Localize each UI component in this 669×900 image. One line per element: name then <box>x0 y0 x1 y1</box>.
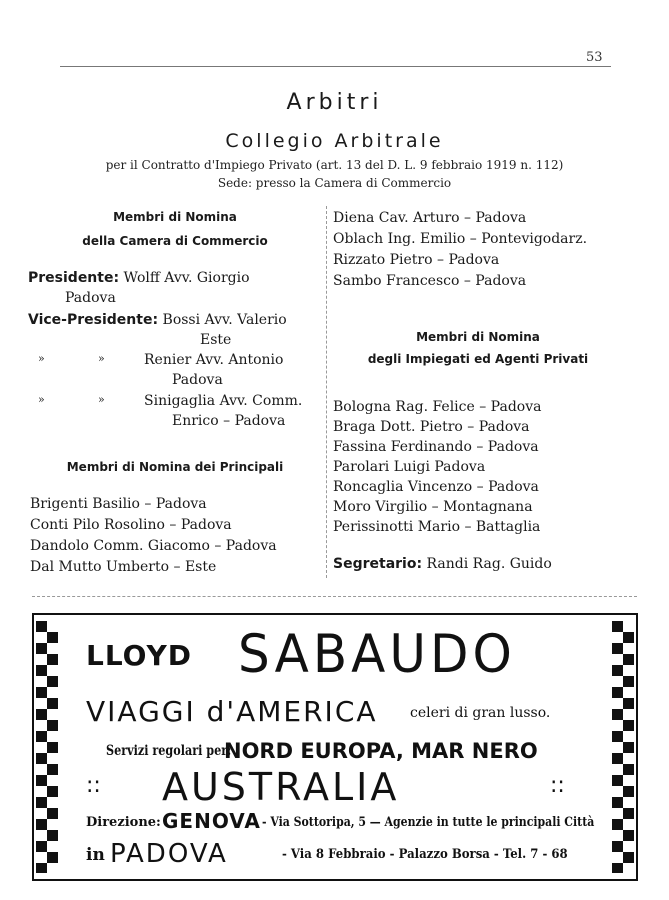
left-heading-line-2: della Camera di Commercio <box>82 234 268 248</box>
checker-square <box>623 808 634 819</box>
checker-square <box>623 830 634 841</box>
left-heading-line-1: Membri di Nomina <box>113 210 237 224</box>
checker-square <box>36 643 47 654</box>
checker-square <box>36 819 47 830</box>
checker-square <box>47 621 58 632</box>
president-name: Wolff Avv. Giorgio <box>123 270 250 286</box>
checker-square <box>47 753 58 764</box>
checker-square <box>36 632 47 643</box>
employee-member: Parolari Luigi Padova <box>333 459 486 475</box>
checker-square <box>47 665 58 676</box>
padova: PADOVA <box>110 839 228 869</box>
checker-square <box>47 632 58 643</box>
checker-square <box>612 753 623 764</box>
member-renier-city: Padova <box>172 372 223 388</box>
checker-square <box>36 764 47 775</box>
checker-square <box>623 709 634 720</box>
vice-president-city: Este <box>200 332 232 348</box>
checker-square <box>47 808 58 819</box>
checker-square <box>623 643 634 654</box>
principal-member: Dal Mutto Umberto – Este <box>30 559 217 575</box>
chamber-member: Sambo Francesco – Padova <box>333 273 527 289</box>
checker-square <box>612 731 623 742</box>
checker-square <box>623 786 634 797</box>
checker-square <box>36 830 47 841</box>
ditto-mark: » <box>98 352 105 365</box>
checker-square <box>47 852 58 863</box>
checker-square <box>47 764 58 775</box>
checker-square <box>47 863 58 873</box>
checker-square <box>612 687 623 698</box>
checker-square <box>47 797 58 808</box>
president-row: Presidente: Wolff Avv. Giorgio <box>28 270 250 286</box>
padova-address: - Via 8 Febbraio - Palazzo Borsa - Tel. 7 - 68 <box>282 847 568 862</box>
top-rule <box>60 66 611 67</box>
checker-square <box>612 720 623 731</box>
member-sinigaglia-cont: Enrico – Padova <box>172 413 286 429</box>
chamber-member: Diena Cav. Arturo – Padova <box>333 210 527 226</box>
checker-square <box>36 742 47 753</box>
checker-square <box>612 764 623 775</box>
checker-square <box>623 720 634 731</box>
description-line-1: per il Contratto d'Impiego Privato (art. 13 del D. L. 9 febbraio 1919 n. 112) <box>105 158 564 172</box>
secretary-row: Segretario: Randi Rag. Guido <box>333 556 552 572</box>
checker-square <box>36 709 47 720</box>
checker-square <box>36 698 47 709</box>
checker-square <box>623 698 634 709</box>
checker-square <box>47 643 58 654</box>
checker-square <box>36 786 47 797</box>
employee-member: Perissinotti Mario – Battaglia <box>333 519 541 535</box>
checker-square <box>623 687 634 698</box>
checker-square <box>612 797 623 808</box>
checker-square <box>612 819 623 830</box>
checker-square <box>47 720 58 731</box>
checker-square <box>47 654 58 665</box>
services-label: Servizi regolari per: <box>106 743 232 759</box>
checker-square <box>623 841 634 852</box>
employees-heading-line-1: Membri di Nomina <box>416 330 540 344</box>
ad-line-americas: VIAGGI d'AMERICA <box>86 695 378 728</box>
section-divider <box>32 596 637 597</box>
checker-square <box>47 819 58 830</box>
checker-square <box>36 676 47 687</box>
checkered-border-left <box>36 621 58 873</box>
checker-square <box>36 863 47 873</box>
secretary-role: Segretario <box>333 556 417 572</box>
employee-member: Bologna Rag. Felice – Padova <box>333 399 542 415</box>
employee-member: Braga Dott. Pietro – Padova <box>333 419 530 435</box>
checker-square <box>612 621 623 632</box>
checker-square <box>623 731 634 742</box>
checker-square <box>612 654 623 665</box>
checker-square <box>623 621 634 632</box>
checker-square <box>612 830 623 841</box>
member-sinigaglia: Sinigaglia Avv. Comm. <box>144 393 303 409</box>
ditto-mark: » <box>38 352 45 365</box>
checker-square <box>612 742 623 753</box>
checker-square <box>36 852 47 863</box>
principals-heading: Membri di Nomina dei Principali <box>66 460 284 474</box>
checker-square <box>47 676 58 687</box>
checker-square <box>612 808 623 819</box>
section-subtitle: Collegio Arbitrale <box>225 130 444 152</box>
decorative-colons-left: :: <box>86 773 101 798</box>
checker-square <box>612 775 623 786</box>
brand-lloyd: LLOYD <box>86 639 193 672</box>
checker-square <box>47 687 58 698</box>
chamber-member: Oblach Ing. Emilio – Pontevigodarz. <box>333 231 588 247</box>
vice-president-row: Vice-Presidente: Bossi Avv. Valerio <box>28 312 287 328</box>
decorative-colons-right: :: <box>550 773 565 798</box>
column-divider <box>326 206 327 578</box>
checker-square <box>36 720 47 731</box>
checker-square <box>612 698 623 709</box>
checker-square <box>47 731 58 742</box>
employee-member: Roncaglia Vincenzo – Padova <box>333 479 539 495</box>
checker-square <box>47 742 58 753</box>
checker-square <box>623 665 634 676</box>
genova-address: - Via Sottoripa, 5 — Agenzie in tutte le principali Città <box>262 815 595 830</box>
checker-square <box>47 841 58 852</box>
checker-square <box>623 676 634 687</box>
checker-square <box>612 786 623 797</box>
in-label: in <box>86 845 105 865</box>
checker-square <box>612 643 623 654</box>
checkered-border-right <box>612 621 634 873</box>
vice-president-role: Vice-Presidente <box>28 312 153 328</box>
principal-member: Conti Pilo Rosolino – Padova <box>30 517 232 533</box>
lloyd-sabaudo-advertisement <box>32 613 638 881</box>
president-role: Presidente <box>28 270 114 286</box>
genova: GENOVA <box>162 809 261 833</box>
checker-square <box>36 654 47 665</box>
checker-square <box>36 797 47 808</box>
checker-square <box>623 863 634 873</box>
checker-square <box>36 841 47 852</box>
page-number: 53 <box>586 50 603 65</box>
checker-square <box>612 676 623 687</box>
australia: AUSTRALIA <box>162 765 400 809</box>
employee-member: Fassina Ferdinando – Padova <box>333 439 539 455</box>
checker-square <box>36 775 47 786</box>
brand-sabaudo: SABAUDO <box>238 623 516 685</box>
checker-square <box>612 863 623 873</box>
checker-square <box>612 632 623 643</box>
checker-square <box>623 852 634 863</box>
principal-member: Brigenti Basilio – Padova <box>30 496 207 512</box>
ad-line-luxury: celeri di gran lusso. <box>410 705 551 721</box>
checker-square <box>623 775 634 786</box>
checker-square <box>47 786 58 797</box>
checker-square <box>47 709 58 720</box>
chamber-member: Rizzato Pietro – Padova <box>333 252 500 268</box>
checker-square <box>612 665 623 676</box>
checker-square <box>36 731 47 742</box>
ditto-mark: » <box>98 393 105 406</box>
checker-square <box>623 819 634 830</box>
checker-square <box>623 753 634 764</box>
ditto-mark: » <box>38 393 45 406</box>
president-city: Padova <box>65 290 116 306</box>
employee-member: Moro Virgilio – Montagnana <box>333 499 533 515</box>
checker-square <box>36 665 47 676</box>
checker-square <box>47 775 58 786</box>
description-line-2: Sede: presso la Camera di Commercio <box>217 176 452 190</box>
services-destinations: NORD EUROPA, MAR NERO <box>224 739 538 763</box>
checker-square <box>36 753 47 764</box>
checker-square <box>623 797 634 808</box>
checker-square <box>612 841 623 852</box>
employees-heading-line-2: degli Impiegati ed Agenti Privati <box>367 352 589 366</box>
checker-square <box>623 654 634 665</box>
checker-square <box>623 742 634 753</box>
vice-president-name: Bossi Avv. Valerio <box>162 312 287 328</box>
direzione-label: Direzione: <box>86 815 161 830</box>
checker-square <box>612 709 623 720</box>
checker-square <box>612 852 623 863</box>
member-renier: Renier Avv. Antonio <box>144 352 284 368</box>
page-title: Arbitri <box>286 90 383 115</box>
checker-square <box>623 632 634 643</box>
secretary-name: Randi Rag. Guido <box>426 556 552 572</box>
checker-square <box>36 621 47 632</box>
checker-square <box>47 830 58 841</box>
checker-square <box>47 698 58 709</box>
checker-square <box>36 808 47 819</box>
principal-member: Dandolo Comm. Giacomo – Padova <box>30 538 277 554</box>
checker-square <box>36 687 47 698</box>
checker-square <box>623 764 634 775</box>
